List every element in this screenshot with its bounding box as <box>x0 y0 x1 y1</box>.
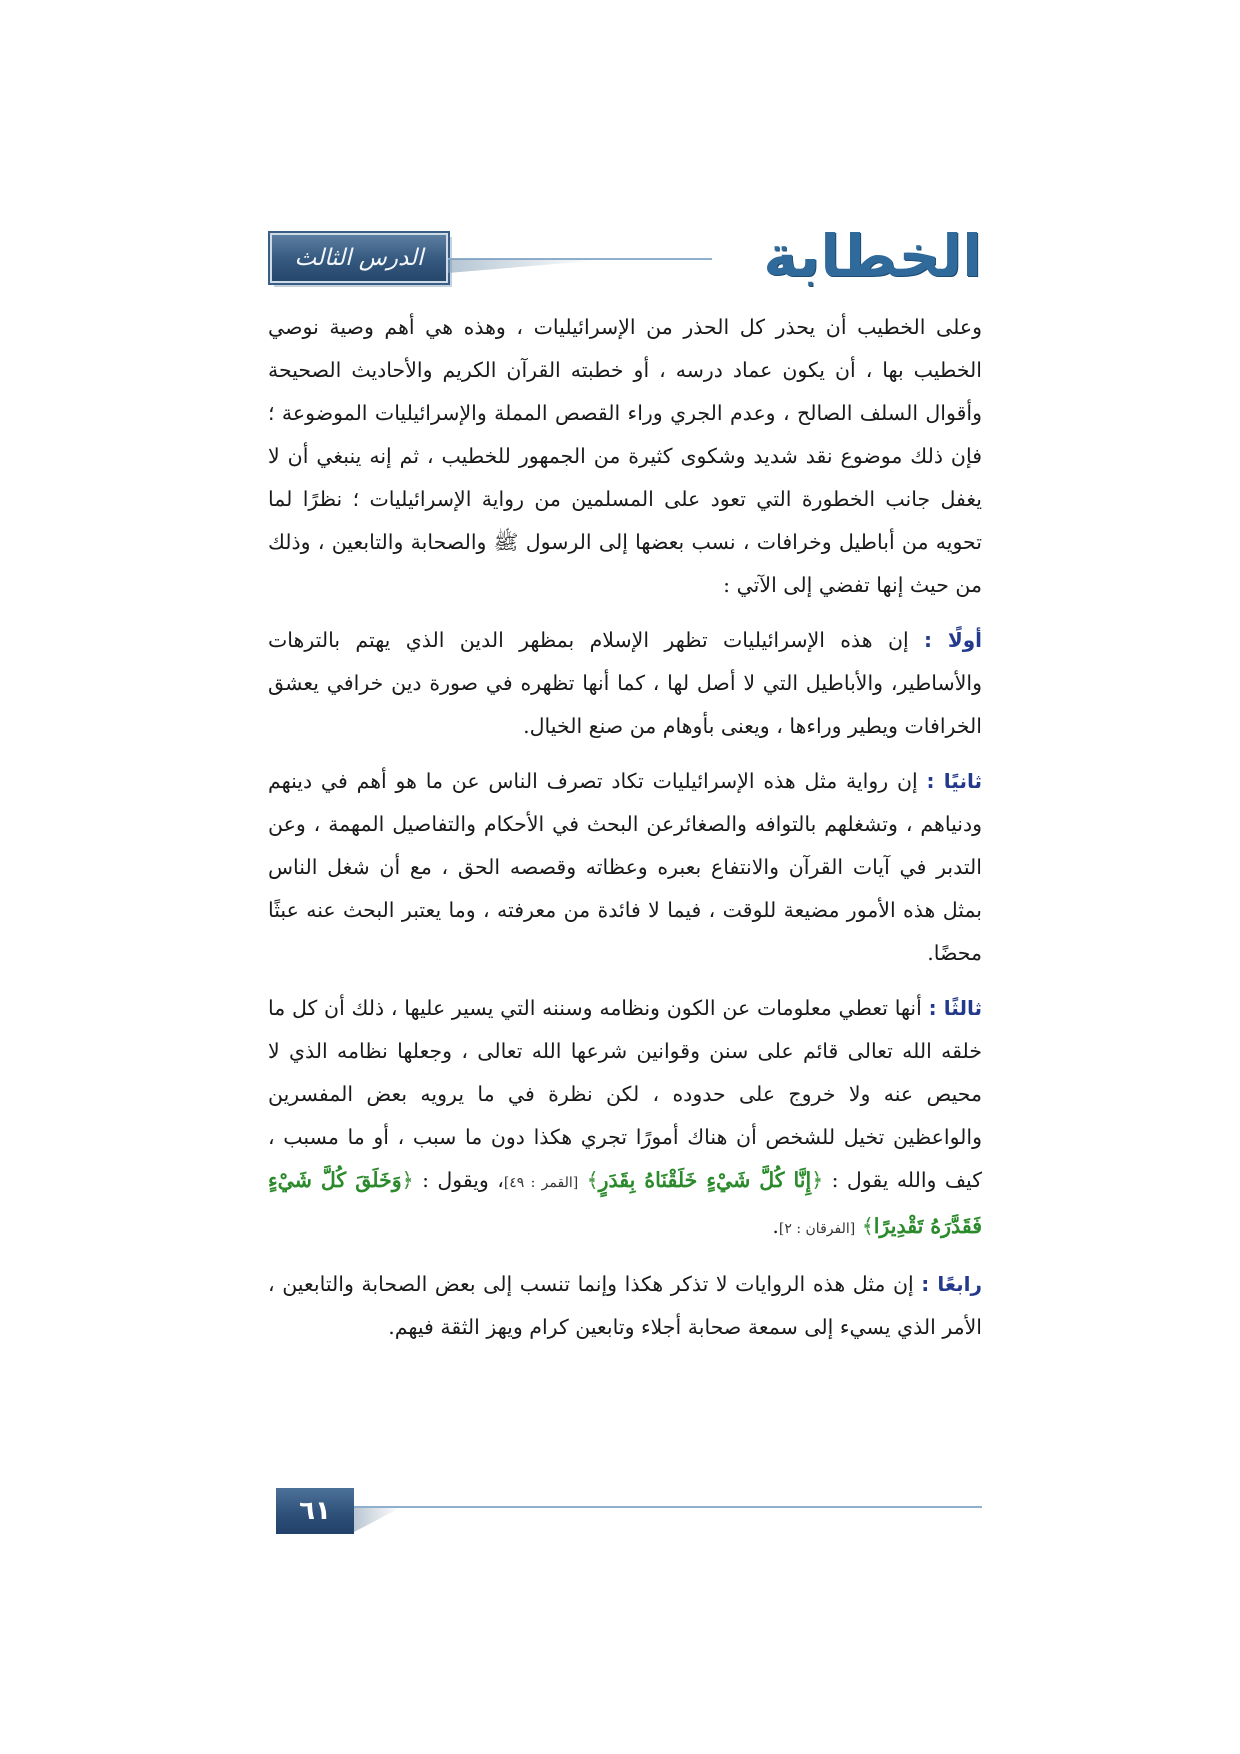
quran-verse: وَخَلَقَ كُلَّ شَيْءٍ فَقَدَّرَهُ تَقْدِيرًا <box>268 1168 982 1238</box>
quran-verse: إِنَّا كُلَّ شَيْءٍ خَلَقْنَاهُ بِقَدَرٍ <box>598 1168 812 1192</box>
point-lead: أولًا : <box>924 628 982 652</box>
header-divider-shadow <box>448 259 598 273</box>
point-lead: ثانيًا : <box>926 769 982 793</box>
point-paragraph <box>268 1263 982 1349</box>
point-text-continued: ، ويقول : <box>422 1168 504 1192</box>
point-paragraph <box>268 760 982 975</box>
point-paragraph <box>268 619 982 748</box>
lesson-label: الدرس الثالث <box>294 245 424 271</box>
point-text: إن رواية مثل هذه الإسرائيليات تكاد تصرف الناس عن ما هو أهم في دينهم ودنياهم ، وتشغلهم بالتوافه والصغائرعن البحث في الأحكام والتفاصيل المهمة ، وعن التدبر في آيات القرآن والانتفاع بعبره وعظاته وقصصه الحق ، مع أن شغل الناس بمثل هذه الأمور مضيعة للوقت ، فيما لا فائدة من معرفته ، وما يعتبر البحث عنه عبثًا محضًا. <box>268 769 982 965</box>
point-text: أنها تعطي معلومات عن الكون ونظامه وسننه التي يسير عليها ، ذلك أن كل ما خلقه الله تعالى قائم على سنن وقوانين شرعها الله تعالى ، وجعلها نظامه الذي لا محيص عنه ولا خروج على حدوده ، لكن نظرة في ما يرويه بعض المفسرين والواعظين تخيل للشخص أن هناك أمورًا تجري هكذا دون ما سبب ، أو ما مسبب ، كيف والله يقول : <box>268 996 982 1192</box>
page-footer <box>276 1488 982 1534</box>
verse-reference: [القمر : ٤٩] <box>503 1175 579 1191</box>
intro-paragraph <box>268 306 982 607</box>
footer-divider <box>354 1506 982 1508</box>
quran-close-bracket: ﴾ <box>586 1168 599 1192</box>
point-text: إن هذه الإسرائيليات تظهر الإسلام بمظهر الدين الذي يهتم بالترهات والأساطير، والأباطيل التي لا أصل لها ، كما أنها تظهره في صورة دين خرافي يعشق الخرافات ويطير وراءها ، ويعنى بأوهام من صنع الخيال. <box>268 628 982 738</box>
point-lead: رابعًا : <box>921 1272 982 1296</box>
point-lead: ثالثًا : <box>928 996 982 1020</box>
quran-open-bracket: ﴿ <box>401 1168 414 1192</box>
page-header <box>270 222 982 292</box>
page-number-badge <box>276 1488 354 1534</box>
point-text: إن مثل هذه الروايات لا تذكر هكذا وإنما تنسب إلى بعض الصحابة والتابعين ، الأمر الذي يسيء إلى سمعة صحابة أجلاء وتابعين كرام ويهز الثقة فيهم. <box>268 1272 982 1339</box>
footer-divider-shadow <box>354 1508 400 1532</box>
verse-reference: [الفرقان : ٢] <box>778 1221 856 1237</box>
quran-open-bracket: ﴿ <box>811 1168 824 1192</box>
lesson-badge <box>270 233 448 283</box>
book-title: الخطابة <box>763 222 982 290</box>
page-body <box>268 306 982 1349</box>
point-paragraph: ثالثًا : أنها تعطي معلومات عن الكون ونظامه وسننه التي يسير عليها ، ذلك أن كل ما خلقه الله تعالى قائم على سنن وقوانين شرعها الله تعالى ، وجعلها نظامه الذي لا محيص عنه ولا خروج على حدوده ، لكن نظرة في ما يرويه بعض المفسرين والواعظين تخيل للشخص أن هناك أمورًا تجري هكذا دون ما سبب ، أو ما مسبب ، كيف والله يقول : ﴿إِنَّا كُلَّ شَيْءٍ خَلَقْنَاهُ بِقَدَرٍ﴾ [القمر : ٤٩]، ويقول : ﴿وَخَلَقَ كُلَّ شَيْءٍ فَقَدَّرَهُ تَقْدِيرًا﴾ [الفرقان : ٢]. <box>268 996 982 1238</box>
intro-text: وعلى الخطيب أن يحذر كل الحذر من الإسرائيليات ، وهذه هي أهم وصية نوصي الخطيب بها ، أن يكون عماد درسه ، أو خطبته القرآن الكريم والأحاديث الصحيحة وأقوال السلف الصالح ، وعدم الجري وراء القصص المملة والإسرائيليات الموضوعة ؛ فإن ذلك موضوع نقد شديد وشكوى كثيرة من الجمهور للخطيب ، ثم إنه ينبغي أن لا يغفل جانب الخطورة التي تعود على المسلمين من رواية الإسرائيليات ؛ نظرًا لما تحويه من أباطيل وخرافات ، نسب بعضها إلى الرسول ﷺ والصحابة والتابعين ، وذلك من حيث إنها تفضي إلى الآتي : <box>268 315 982 597</box>
page-number: ٦١ <box>299 1496 331 1526</box>
quran-close-bracket: ﴾ <box>861 1214 874 1238</box>
